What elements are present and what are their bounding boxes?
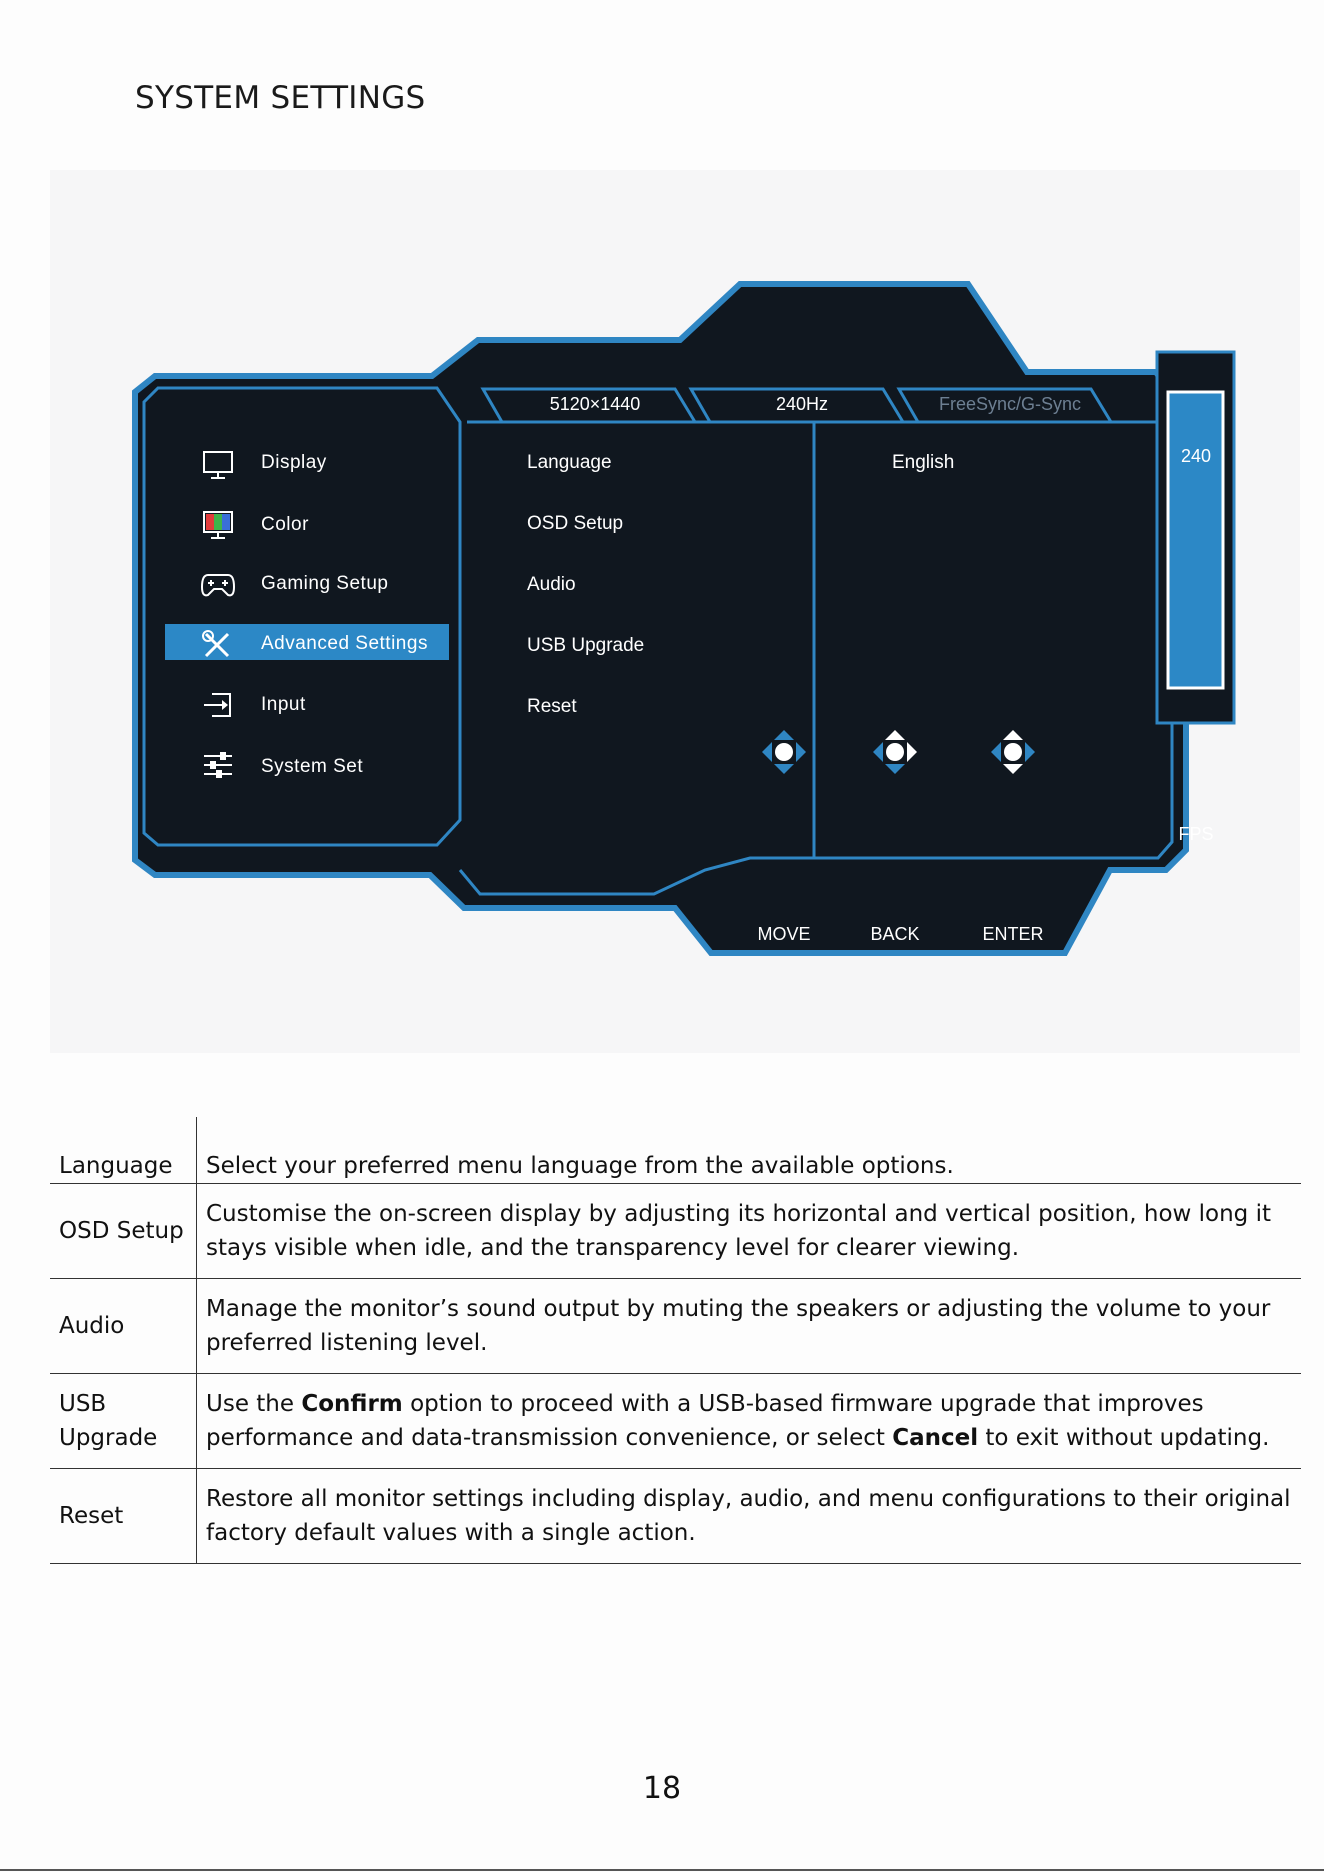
table-definition: Manage the monitor’s sound output by muting the speakers or adjusting the volume to your preferred listening level.: [206, 1296, 1271, 1356]
category-advanced-settings[interactable]: Advanced Settings: [261, 633, 428, 654]
osd-outer-shell: [135, 284, 1186, 953]
nav-move-label: MOVE: [757, 924, 811, 944]
category-gaming-setup[interactable]: Gaming Setup: [261, 573, 389, 594]
page-title: SYSTEM SETTINGS: [135, 80, 426, 116]
table-definition: Customise the on-screen display by adjusting its horizontal and vertical position, how long it stays visible when idle, and the transparency level for clearer viewing.: [206, 1201, 1271, 1261]
tab-resolution[interactable]: 5120×1440: [549, 394, 641, 414]
table-term-line: USB: [59, 1391, 107, 1417]
table-row: [50, 1279, 1301, 1374]
table-definition: Restore all monitor settings including display, audio, and menu configurations to their original factory default values with a single action.: [206, 1486, 1291, 1546]
fps-value: 240: [1180, 446, 1212, 466]
monitor-icon: [200, 448, 236, 482]
submenu-reset[interactable]: Reset: [527, 696, 577, 717]
fps-meter-bar: [1168, 392, 1223, 688]
table-row: [50, 1184, 1301, 1279]
bottom-rule: [0, 1869, 1324, 1871]
gamepad-icon: [200, 567, 236, 601]
submenu-osd-setup[interactable]: OSD Setup: [527, 513, 624, 534]
page-number: 18: [642, 1771, 682, 1806]
table-term: Audio: [50, 1279, 197, 1374]
category-color[interactable]: Color: [261, 514, 309, 535]
category-system-set[interactable]: System Set: [261, 756, 364, 777]
table-term: OSD Setup: [50, 1184, 197, 1279]
category-display[interactable]: Display: [261, 452, 327, 473]
osd-menu: [50, 170, 1300, 1053]
submenu-language[interactable]: Language: [527, 452, 612, 473]
table-term: Reset: [50, 1469, 197, 1564]
cancel-keyword: Cancel: [892, 1425, 979, 1451]
submenu-usb-upgrade[interactable]: USB Upgrade: [527, 635, 645, 656]
submenu-audio[interactable]: Audio: [527, 574, 576, 595]
tab-sync[interactable]: FreeSync/G-Sync: [938, 394, 1082, 414]
osd-frame: [50, 170, 1300, 1053]
table-row: [50, 1117, 1301, 1184]
settings-description-table: [50, 1117, 1301, 1564]
nav-back-label: BACK: [870, 924, 920, 944]
table-term-line: Upgrade: [59, 1425, 158, 1451]
tab-refresh-rate[interactable]: 240Hz: [775, 394, 829, 414]
nav-enter-label: ENTER: [982, 924, 1044, 944]
language-value[interactable]: English: [892, 452, 955, 473]
table-row: [50, 1374, 1301, 1469]
color-monitor-icon: [200, 508, 236, 542]
table-term: Language: [50, 1117, 197, 1184]
input-icon: [200, 688, 236, 722]
table-definition: Select your preferred menu language from the available options.: [206, 1153, 954, 1179]
table-row: [50, 1469, 1301, 1564]
category-input[interactable]: Input: [261, 694, 306, 715]
table-term: [50, 1374, 197, 1469]
tools-icon: [200, 628, 236, 662]
fps-label: FPS: [1178, 824, 1214, 844]
sliders-icon: [200, 748, 236, 782]
table-definition: Use the Confirm option to proceed with a USB-based firmware upgrade that improves performance and data-transmission convenience, or select Cancel to exit without updating.: [206, 1391, 1270, 1451]
confirm-keyword: Confirm: [301, 1391, 403, 1417]
